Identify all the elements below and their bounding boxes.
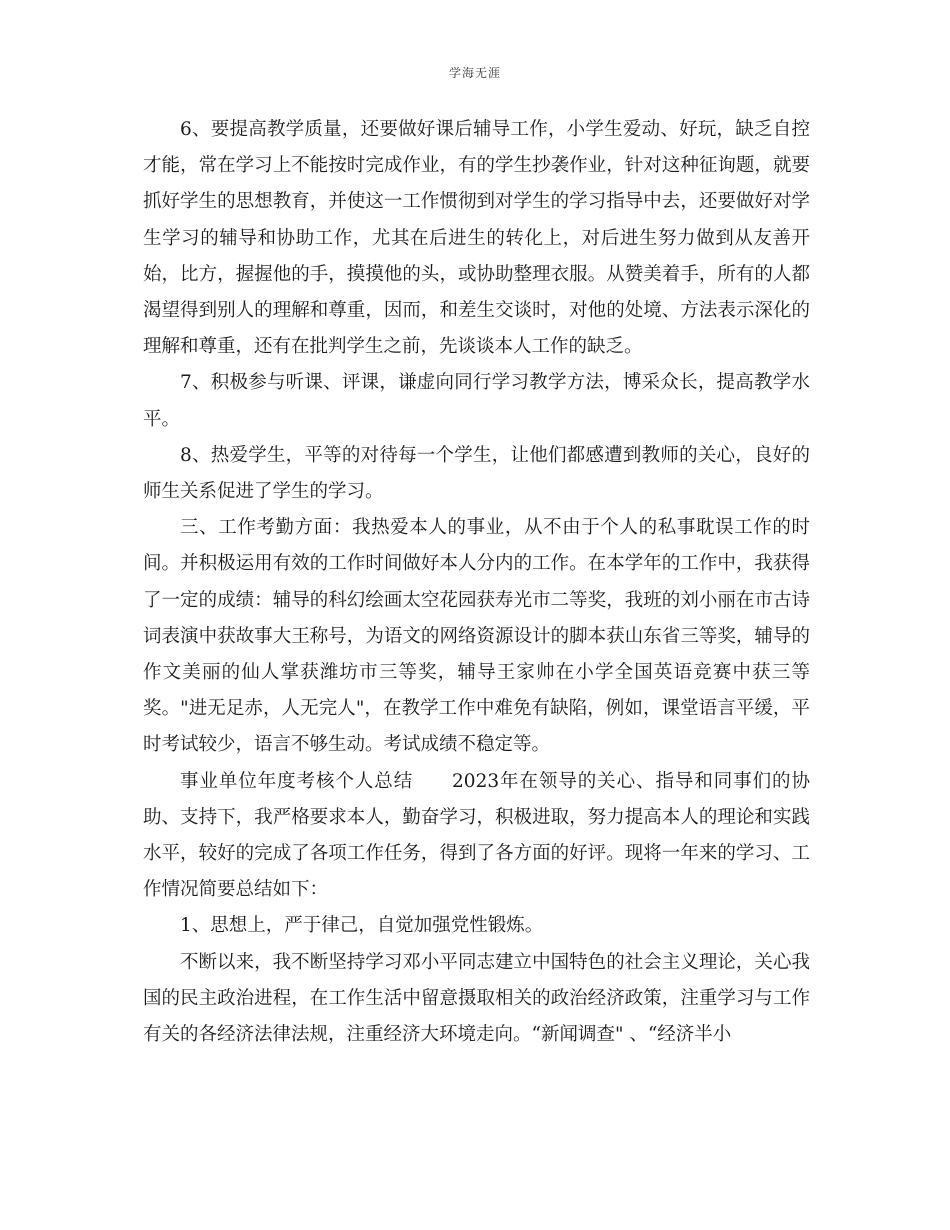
paragraph-ideology-body: 不断以来，我不断坚持学习邓小平同志建立中国特色的社会主义理论，关心我国的民主政治进程，在工作生活中留意摄取相关的政治经济政策，注重学习与工作有关的各经济法律法规，注重经济大环境走向。“新闻调查" 、“经济半小 — [143, 951, 810, 1046]
document-body — [143, 112, 810, 1053]
paragraph-annual-summary: 事业单位年度考核个人总结 2023年在领导的关心、指导和同事们的协助、支持下，我严格要求本人，勤奋学习，积极进取，努力提高本人的理论和实践水平，较好的完成了各项工作任务，得到了各方面的好评。现将一年来的学习、工作情况简要总结如下： — [143, 770, 810, 901]
paragraph-attendance: 三、工作考勤方面：我热爱本人的事业，从不由于个人的私事耽误工作的时间。并积极运用有效的工作时间做好本人分内的工作。在本学年的工作中，我获得了一定的成绩：辅导的科幻绘画太空花园获寿光市二等奖，我班的刘小丽在市古诗词表演中获故事大王称号，为语文的网络资源设计的脚本获山东省三等奖，辅导的作文美丽的仙人掌获潍坊市三等奖，辅导王家帅在小学全国英语竞赛中获三等奖。"进无足赤，人无完人"，在教学工作中难免有缺陷，例如，课堂语言平缓，平时考试较少，语言不够生动。考试成绩不稳定等。 — [143, 517, 810, 756]
paragraph-item-7: 7、积极参与听课、评课，谦虚向同行学习教学方法，博采众长，提高教学水平。 — [143, 372, 810, 430]
paragraph-ideology-heading: 1、思想上，严于律己，自觉加强党性锻炼。 — [180, 915, 544, 937]
paragraph-item-6: 6、要提高教学质量，还要做好课后辅导工作，小学生爱动、好玩，缺乏自控才能，常在学习上不能按时完成作业，有的学生抄袭作业，针对这种征询题，就要抓好学生的思想教育，并使这一工作惯彻到对学生的学习指导中去，还要做好对学生学习的辅导和协助工作，尤其在后进生的转化上，对后进生努力做到从友善开始，比方，握握他的手，摸摸他的头，或协助整理衣服。从赞美着手，所有的人都渴望得到别人的理解和尊重，因而，和差生交谈时，对他的处境、方法表示深化的理解和尊重，还有在批判学生之前，先谈谈本人工作的缺乏。 — [143, 119, 810, 358]
page-header: 学海无涯 — [448, 66, 501, 80]
paragraph-item-8: 8、热爱学生，平等的对待每一个学生，让他们都感遭到教师的关心，良好的师生关系促进了学生的学习。 — [143, 444, 810, 503]
